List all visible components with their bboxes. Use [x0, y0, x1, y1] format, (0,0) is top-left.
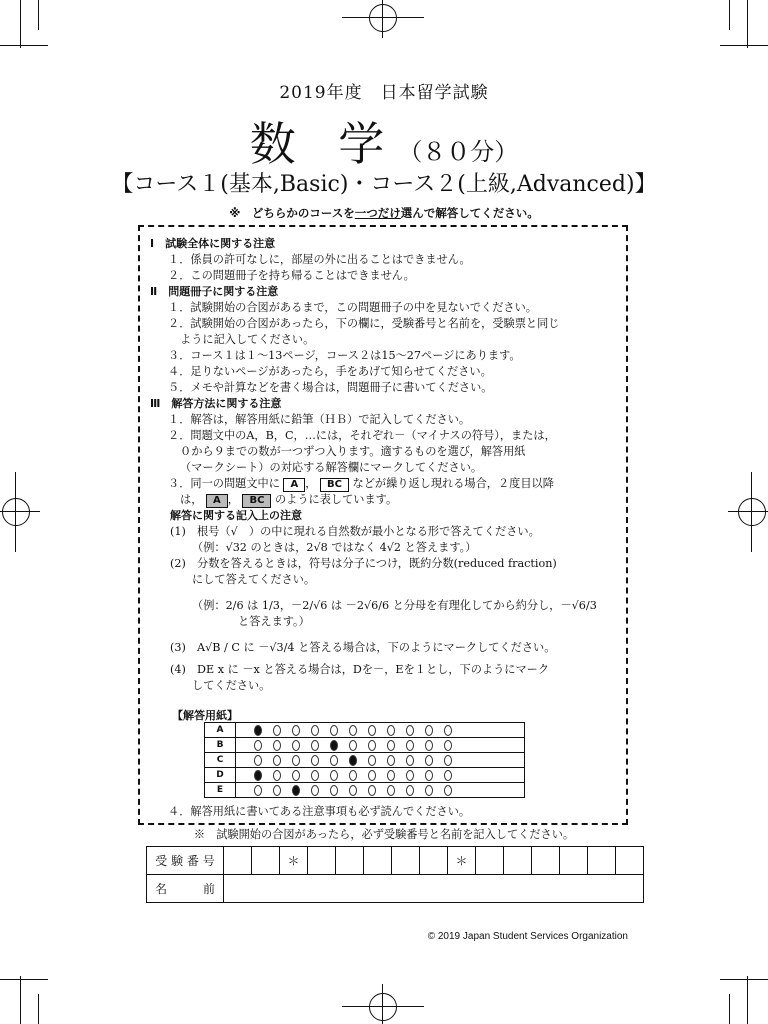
registration-mark — [382, 984, 383, 1024]
answer-bubble[interactable] — [349, 770, 357, 781]
section-title: Ⅰ 試験全体に関する注意 — [150, 237, 276, 250]
number-cell[interactable] — [420, 847, 448, 875]
answer-sheet-row-label: E — [205, 783, 236, 798]
answer-bubble[interactable] — [330, 740, 338, 751]
number-cell[interactable] — [504, 847, 532, 875]
course-line: 【コース１(基本,Basic)・コース２(上級,Advanced)】 — [111, 172, 657, 197]
answer-bubble[interactable] — [292, 725, 300, 736]
exam-year-title: 2019年度 日本留学試験 — [279, 83, 489, 103]
answer-rule: (2) 分数を答えるときは，符号は分子につけ，既約分数(reduced fraction) — [170, 557, 557, 570]
notice-item: １．係員の許可なしに，部屋の外に出ることはできません。 — [168, 253, 471, 266]
answer-box-bc-shaded: BC — [242, 494, 271, 508]
crop-mark — [38, 0, 39, 30]
number-cell[interactable] — [308, 847, 336, 875]
answer-bubble[interactable] — [444, 740, 452, 751]
answer-sheet-bubbles — [236, 783, 525, 798]
name-field[interactable] — [224, 875, 644, 903]
answer-sheet-row — [205, 753, 525, 768]
examinee-number-label: 受 験 番 号 — [147, 847, 224, 875]
registration-mark — [728, 511, 768, 512]
section-title: Ⅲ 解答方法に関する注意 — [150, 397, 282, 410]
notice-item: ２．この問題冊子を持ち帰ることはできません。 — [168, 269, 415, 282]
answer-box-bc: BC — [320, 478, 349, 492]
notice-item: （マークシート）の対応する解答欄にマークしてください。 — [180, 461, 483, 474]
answer-bubble[interactable] — [425, 770, 433, 781]
answer-bubble[interactable] — [406, 785, 414, 796]
answer-bubble[interactable] — [387, 725, 395, 736]
answer-bubble[interactable] — [330, 725, 338, 736]
answer-bubble[interactable] — [254, 755, 262, 766]
answer-bubble[interactable] — [368, 740, 376, 751]
name-row — [147, 875, 644, 903]
notice-item — [150, 476, 620, 492]
examinee-number-row — [147, 847, 644, 875]
answer-bubble[interactable] — [387, 785, 395, 796]
notice-item: ２．試験開始の合図があったら，下の欄に，受験番号と名前を，受験票と同じ — [168, 317, 560, 330]
notice-item: は， A ， BC のように表しています。 — [180, 493, 398, 506]
answer-sheet-bubbles — [236, 738, 525, 753]
answer-bubble[interactable] — [273, 755, 281, 766]
answer-bubble[interactable] — [406, 740, 414, 751]
answer-bubble[interactable] — [254, 725, 262, 736]
answer-sheet-row-label: D — [205, 768, 236, 783]
answer-rule: （例：√32 のときは，2√8 ではなく 4√2 と答えます。） — [192, 541, 477, 554]
answer-bubble[interactable] — [292, 740, 300, 751]
crop-mark — [747, 0, 748, 48]
crop-mark — [0, 979, 48, 980]
answer-bubble[interactable] — [368, 755, 376, 766]
notice-item: ２．問題文中のA，B，C，…には，それぞれ－（マイナスの符号），または， — [168, 429, 556, 442]
notice-text: などが繰り返し現れる場合，２度目以降 — [352, 477, 554, 490]
answer-bubble[interactable] — [292, 755, 300, 766]
answer-bubble[interactable] — [311, 770, 319, 781]
notice-item: ０から９までの数が一つずつ入ります。適するものを選び，解答用紙 — [180, 445, 526, 458]
answer-rule: にして答えてください。 — [192, 573, 316, 586]
number-cell[interactable] — [224, 847, 252, 875]
answer-bubble[interactable] — [406, 755, 414, 766]
answer-rule: と答えます。） — [238, 615, 310, 628]
answer-rule: (1) 根号（√ ）の中に現れる自然数が最小となる形で答えてください。 — [170, 525, 540, 538]
answer-bubble[interactable] — [273, 740, 281, 751]
answer-bubble[interactable] — [425, 785, 433, 796]
notice-text: ３．同一の問題文中に — [168, 477, 280, 490]
select-note — [0, 205, 768, 221]
number-cell[interactable] — [560, 847, 588, 875]
answer-bubble[interactable] — [368, 785, 376, 796]
notice-item: ５．メモや計算などを書く場合は，問題冊子に書いてください。 — [168, 381, 493, 394]
answer-bubble[interactable] — [292, 770, 300, 781]
answer-bubble[interactable] — [349, 755, 357, 766]
select-note-prefix: ※ どちらかのコースを — [229, 206, 355, 220]
name-label: 名 前 — [147, 875, 224, 903]
registration-mark — [342, 17, 424, 18]
notice-text: ， — [305, 477, 317, 490]
number-cell[interactable] — [364, 847, 392, 875]
answer-rule: (4) DE x に －x と答える場合は，Dを－，Eを１とし，下のようにマーク — [170, 663, 550, 676]
answer-bubble[interactable] — [292, 785, 300, 796]
crop-mark — [720, 45, 768, 46]
answer-bubble[interactable] — [368, 725, 376, 736]
crop-mark — [729, 994, 730, 1024]
notice-item: ４．足りないページがあったら，手をあげて知らせてください。 — [168, 365, 492, 378]
answer-bubble[interactable] — [444, 755, 452, 766]
registration-mark — [2, 498, 30, 526]
crop-mark — [729, 0, 730, 30]
answer-sheet-example — [204, 722, 525, 798]
answer-bubble[interactable] — [387, 770, 395, 781]
number-cell[interactable] — [616, 847, 644, 875]
section-title: Ⅱ 問題冊子に関する注意 — [150, 285, 279, 298]
number-cell[interactable] — [392, 847, 420, 875]
number-cell[interactable] — [252, 847, 280, 875]
answer-bubble[interactable] — [311, 725, 319, 736]
answer-bubble[interactable] — [311, 740, 319, 751]
answer-bubble[interactable] — [330, 770, 338, 781]
answer-sheet-row — [205, 783, 525, 798]
number-cell: ＊ — [280, 847, 308, 875]
number-cell[interactable] — [476, 847, 504, 875]
answer-bubble[interactable] — [444, 785, 452, 796]
answer-sheet-row-label: B — [205, 738, 236, 753]
notice-item: ３．コース１は１～13ページ，コース２は15～27ページにあります。 — [168, 349, 521, 362]
notice-text: のように表しています。 — [274, 493, 398, 506]
registration-mark — [369, 4, 397, 32]
answer-bubble[interactable] — [425, 740, 433, 751]
crop-mark — [0, 45, 48, 46]
answer-bubble[interactable] — [254, 740, 262, 751]
answer-sheet-row — [205, 768, 525, 783]
notice-item: ４．解答用紙に書いてある注意事項も必ず読んでください。 — [168, 805, 471, 818]
copyright: © 2019 Japan Student Services Organization — [427, 931, 628, 942]
registration-mark — [369, 993, 397, 1021]
answer-bubble[interactable] — [425, 725, 433, 736]
answer-rule: してください。 — [192, 679, 271, 692]
answer-bubble[interactable] — [425, 755, 433, 766]
number-cell[interactable] — [588, 847, 616, 875]
duration: （８０分） — [398, 138, 519, 166]
notice-item: １．解答は，解答用紙に鉛筆（ＨＢ）で記入してください。 — [168, 413, 471, 426]
answer-bubble[interactable] — [349, 740, 357, 751]
crop-mark — [20, 0, 21, 48]
registration-mark — [751, 472, 752, 552]
answer-bubble[interactable] — [444, 770, 452, 781]
answer-bubble[interactable] — [311, 755, 319, 766]
answer-rule: （例：2/6 は 1/3，－2/√6 は －2√6/6 と分母を有理化してから約分し，－√6/3 — [192, 599, 597, 612]
number-cell[interactable] — [336, 847, 364, 875]
registration-mark — [738, 498, 766, 526]
answer-bubble[interactable] — [330, 755, 338, 766]
registration-mark — [0, 511, 40, 512]
answer-bubble[interactable] — [368, 770, 376, 781]
answer-bubble[interactable] — [387, 740, 395, 751]
answer-box-a: A — [283, 478, 305, 492]
answer-sheet-bubbles — [236, 753, 525, 768]
number-cell[interactable] — [532, 847, 560, 875]
subject-name: 数 学 — [249, 117, 399, 171]
subject-title — [0, 108, 768, 174]
subsection-title: 解答に関する記入上の注意 — [170, 509, 302, 522]
answer-sheet-bubbles — [236, 768, 525, 783]
notice-item: １．試験開始の合図があるまで，この問題冊子の中を見ないでください。 — [168, 301, 537, 314]
answer-bubble[interactable] — [444, 725, 452, 736]
answer-bubble[interactable] — [387, 755, 395, 766]
answer-bubble[interactable] — [406, 725, 414, 736]
answer-box-a-shaded: A — [206, 494, 228, 508]
answer-bubble[interactable] — [311, 785, 319, 796]
registration-table — [146, 846, 644, 903]
answer-bubble[interactable] — [254, 785, 262, 796]
answer-bubble[interactable] — [273, 785, 281, 796]
answer-sheet-row-label: C — [205, 753, 236, 768]
crop-mark — [747, 976, 748, 1024]
answer-bubble[interactable] — [349, 785, 357, 796]
notice-item: ように記入してください。 — [180, 333, 315, 346]
answer-sheet-bubbles — [236, 723, 525, 738]
answer-bubble[interactable] — [273, 725, 281, 736]
answer-bubble[interactable] — [349, 725, 357, 736]
registration-mark — [15, 472, 16, 552]
answer-bubble[interactable] — [254, 770, 262, 781]
answer-sheet-row — [205, 723, 525, 738]
answer-sheet-row-label: A — [205, 723, 236, 738]
answer-sheet-label: 【解答用紙】 — [172, 709, 238, 722]
answer-bubble[interactable] — [273, 770, 281, 781]
number-cell: ＊ — [448, 847, 476, 875]
registration-mark — [382, 0, 383, 38]
answer-bubble[interactable] — [406, 770, 414, 781]
notice-content — [150, 236, 620, 694]
crop-mark — [38, 994, 39, 1024]
answer-sheet-row — [205, 738, 525, 753]
select-note-suffix: 選んで解答してください。 — [400, 206, 539, 220]
select-note-emphasis: 一つだけ — [354, 206, 401, 220]
crop-mark — [720, 979, 768, 980]
crop-mark — [20, 976, 21, 1024]
notice-text: は， — [180, 493, 203, 506]
registration-mark — [342, 1006, 424, 1007]
answer-rule: (3) A√B / C に －√3/4 と答える場合は，下のようにマークしてください。 — [170, 641, 556, 654]
after-note: ※ 試験開始の合図があったら，必ず受験番号と名前を記入してください。 — [193, 828, 575, 841]
answer-bubble[interactable] — [330, 785, 338, 796]
